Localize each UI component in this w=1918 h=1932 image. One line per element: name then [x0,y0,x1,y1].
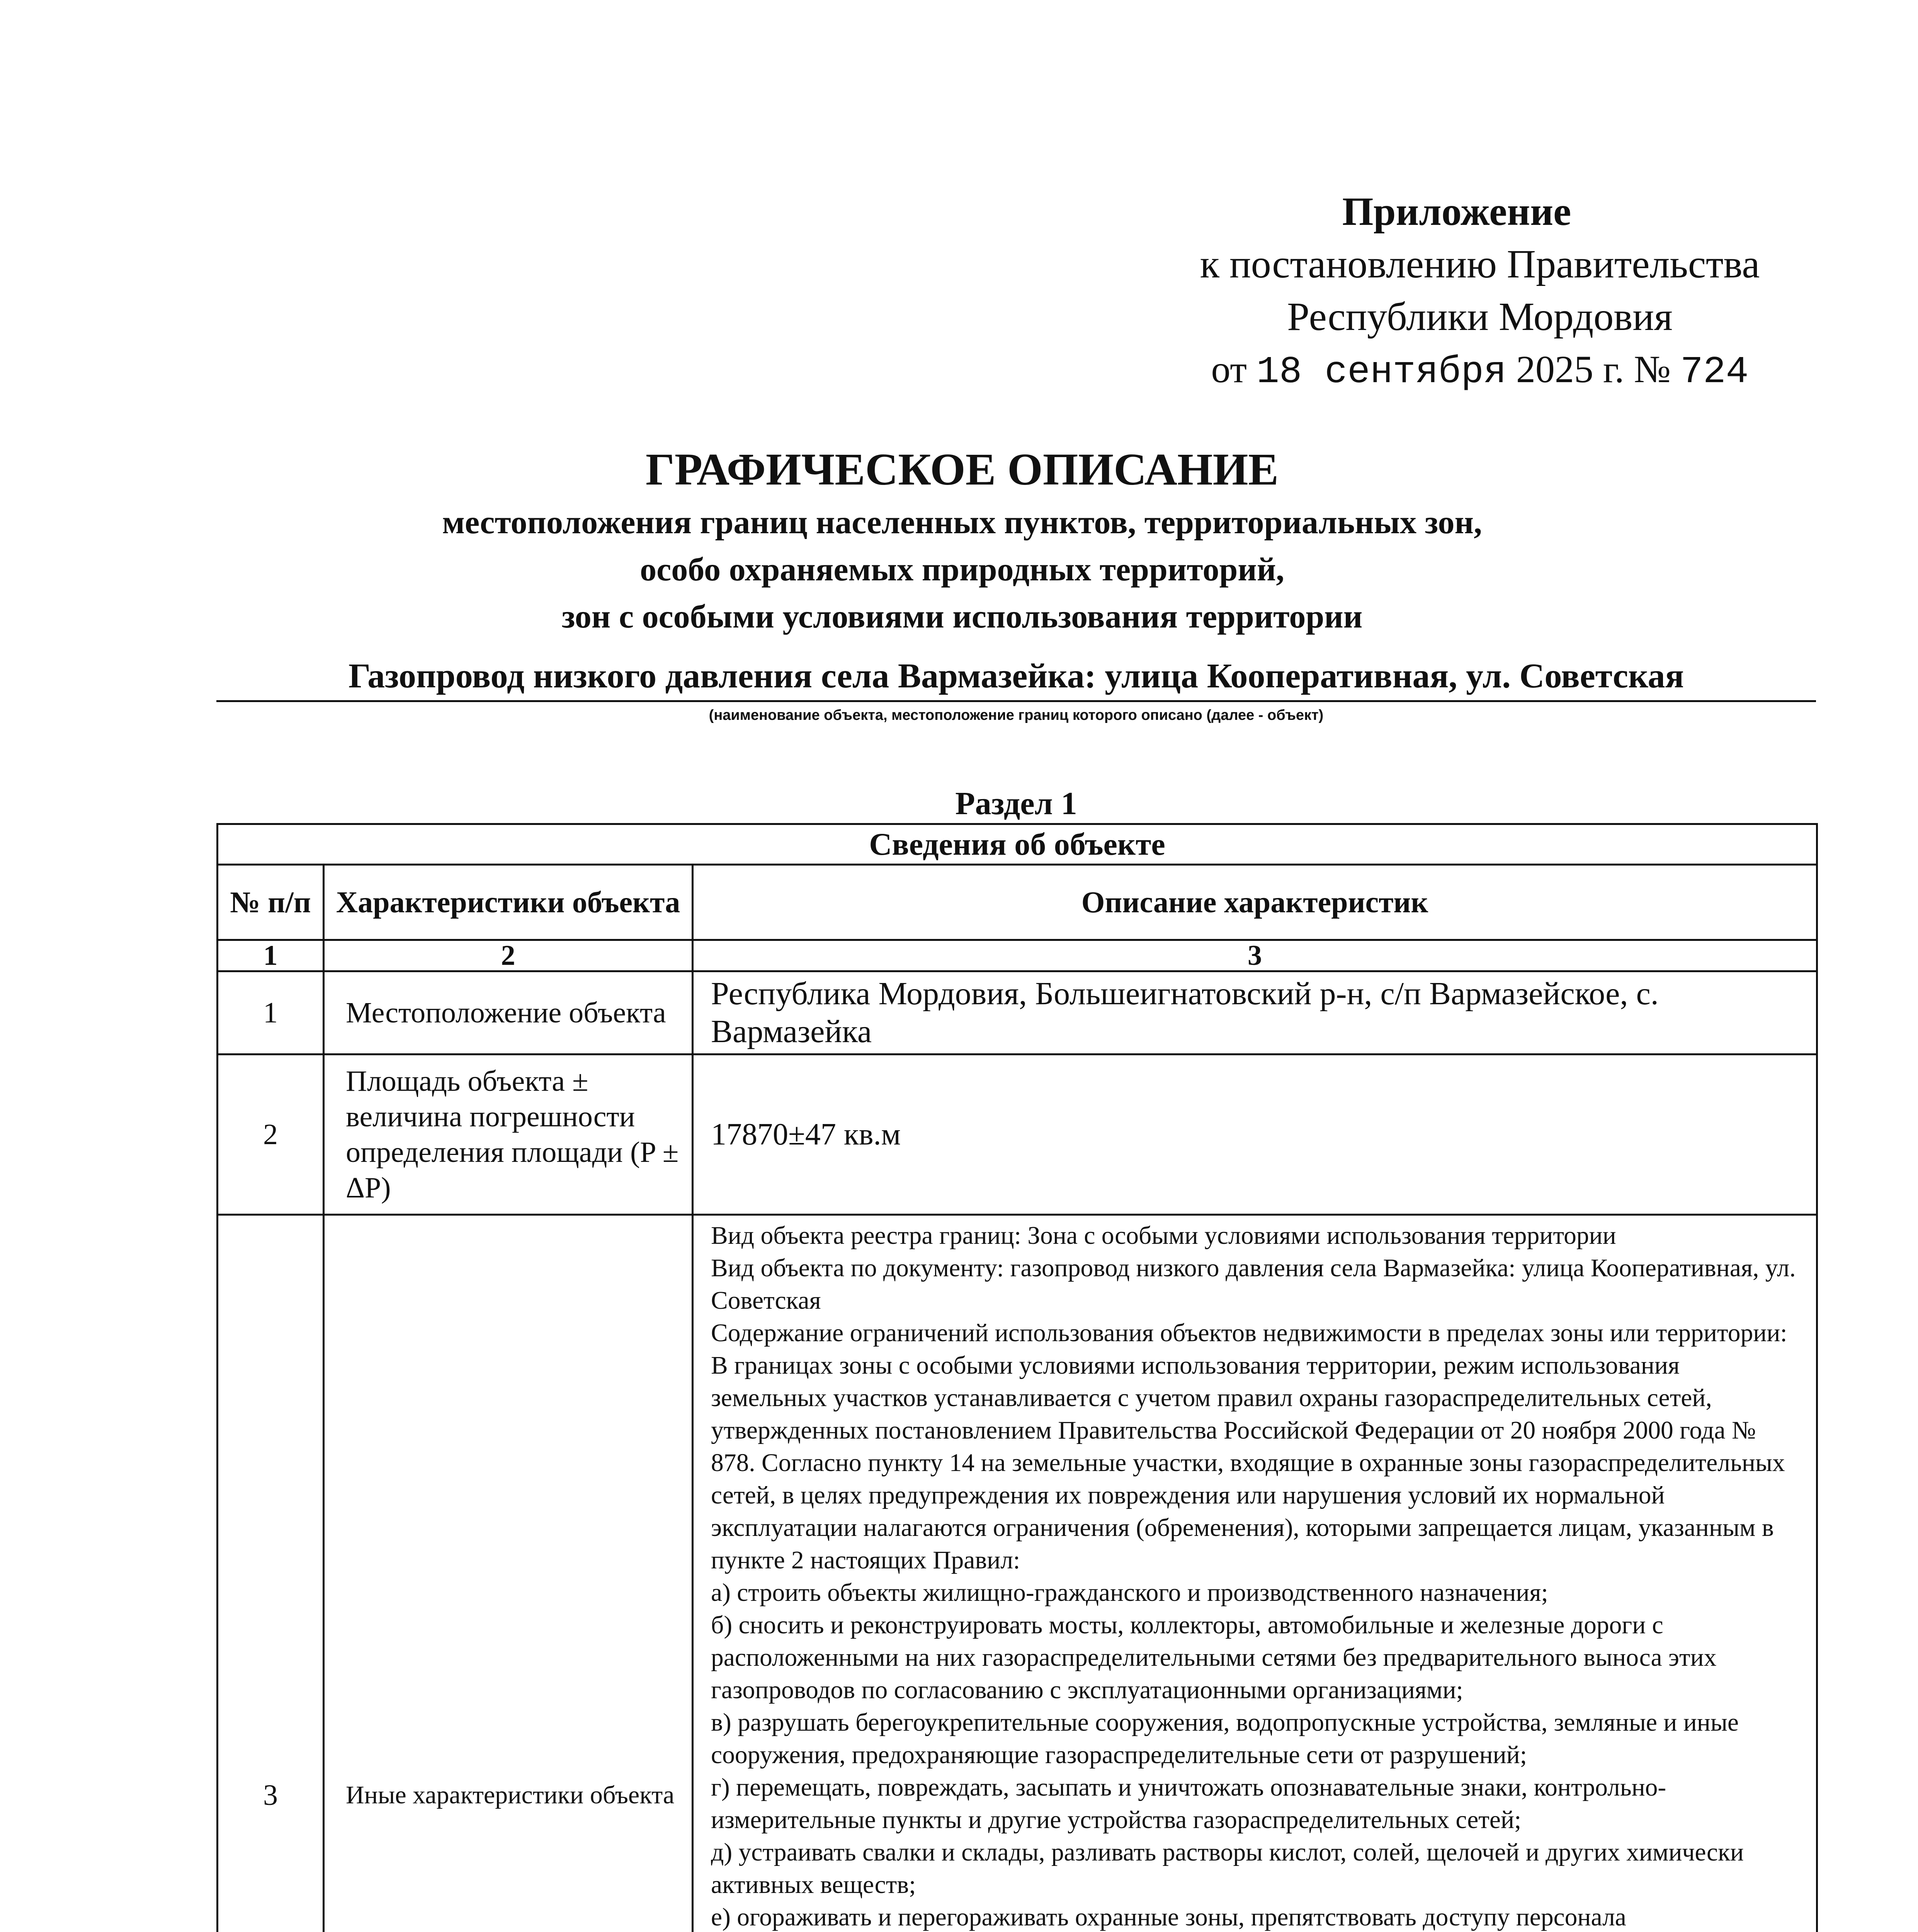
row-description [693,1215,1817,1932]
section-title: Раздел 1 [955,786,1077,821]
table-row [218,1215,1817,1932]
object-info-table [216,823,1818,1932]
restriction-item: б) сносить и реконструировать мосты, коллекторы, автомобильные и железные дороги с расположенными на них газораспределительными сетями без предварительного выноса этих газопроводов по согласованию с эксплуатационными организациями; [711,1611,1717,1704]
approval-heading: Приложение [1342,189,1571,234]
approval-date-line [1151,343,1808,399]
table-header-row [218,865,1817,940]
document-subtitle [116,498,1808,640]
approval-date-value: 18 сентября [1256,351,1507,394]
restriction-item: в) разрушать берегоукрепительные сооружения, водопропускные устройства, земляные и иные сооружения, предохраняющие газораспределительные сети от разрушений; [711,1709,1739,1769]
description-paragraph: Вид объекта реестра границ: Зона с особыми условиями использования территории [711,1222,1616,1250]
approval-year: 2025 г. № [1516,348,1671,391]
index-1: 1 [218,940,324,971]
restriction-item: д) устраивать свалки и склады, разливать растворы кислот, солей, щелочей и других химически активных веществ; [711,1838,1744,1899]
object-caption: (наименование объекта, местоположение границ которого описано (далее - объект) [709,707,1324,723]
restriction-item: г) перемещать, повреждать, засыпать и уничтожать опознавательные знаки, контрольно-измерительные пункты и другие устройства газораспределительных сетей; [711,1774,1666,1834]
header-characteristic: Характеристики объекта [324,865,693,940]
row-characteristic: Площадь объекта ± величина погрешности определения площади (P ± ΔP) [324,1054,693,1215]
row-characteristic: Местоположение объекта [324,971,693,1054]
description-paragraph: Содержание ограничений использования объектов недвижимости в пределах зоны или территории: В границах зоны с особыми условиями использования территории, режим использования земельных участков устанавливается с учетом правил охраны газораспределительных сетей, утвержденных постановлением Правительства Российской Федерации от 20 ноября 2000 года № 878. Согласно пункту 14 на земельные участки, входящие в охранные зоны газораспределительных сетей, в целях предупреждения их повреждения или нарушения условий их нормальной эксплуатации налагаются ограничения (обременения), которыми запрещается лицам, указанным в пункте 2 настоящих Правил: [711,1319,1787,1574]
index-2: 2 [324,940,693,971]
table-title: Сведения об объекте [218,824,1817,865]
document-title: ГРАФИЧЕСКОЕ ОПИСАНИЕ [645,444,1279,495]
table-index-row [218,940,1817,971]
approval-number: 724 [1680,351,1749,394]
approval-line-2: Республики Мордовия [1287,294,1673,339]
row-description: 17870±47 кв.м [693,1054,1817,1215]
table-title-row [218,824,1817,865]
index-3: 3 [693,940,1817,971]
object-name-underline [216,700,1816,702]
restriction-item: а) строить объекты жилищно-гражданского и производственного назначения; [711,1579,1548,1607]
row-characteristic: Иные характеристики объекта [324,1215,693,1932]
object-name: Газопровод низкого давления села Вармазейка: улица Кооперативная, ул. Советская [348,657,1684,695]
approval-block [1151,185,1808,399]
row-number: 3 [218,1215,324,1932]
row-number: 2 [218,1054,324,1215]
header-number: № п/п [218,865,324,940]
subtitle-line-2: особо охраняемых природных территорий, [640,551,1284,588]
subtitle-line-3: зон с особыми условиями использования территории [561,598,1363,635]
header-description: Описание характеристик [693,865,1817,940]
subtitle-line-1: местоположения границ населенных пунктов, территориальных зон, [442,503,1482,541]
row-description: Республика Мордовия, Большеигнатовский р-н, с/п Вармазейское, с. Вармазейка [693,971,1817,1054]
approval-date-prefix: от [1211,348,1247,391]
table-row [218,1054,1817,1215]
restriction-item: е) огораживать и перегораживать охранные зоны, препятствовать доступу персонала [711,1903,1626,1931]
approval-line-1: к постановлению Правительства [1200,242,1760,286]
table-row [218,971,1817,1054]
description-paragraph: Вид объекта по документу: газопровод низкого давления села Вармазейка: улица Кооперативная, ул. Советская [711,1254,1796,1315]
row-number: 1 [218,971,324,1054]
